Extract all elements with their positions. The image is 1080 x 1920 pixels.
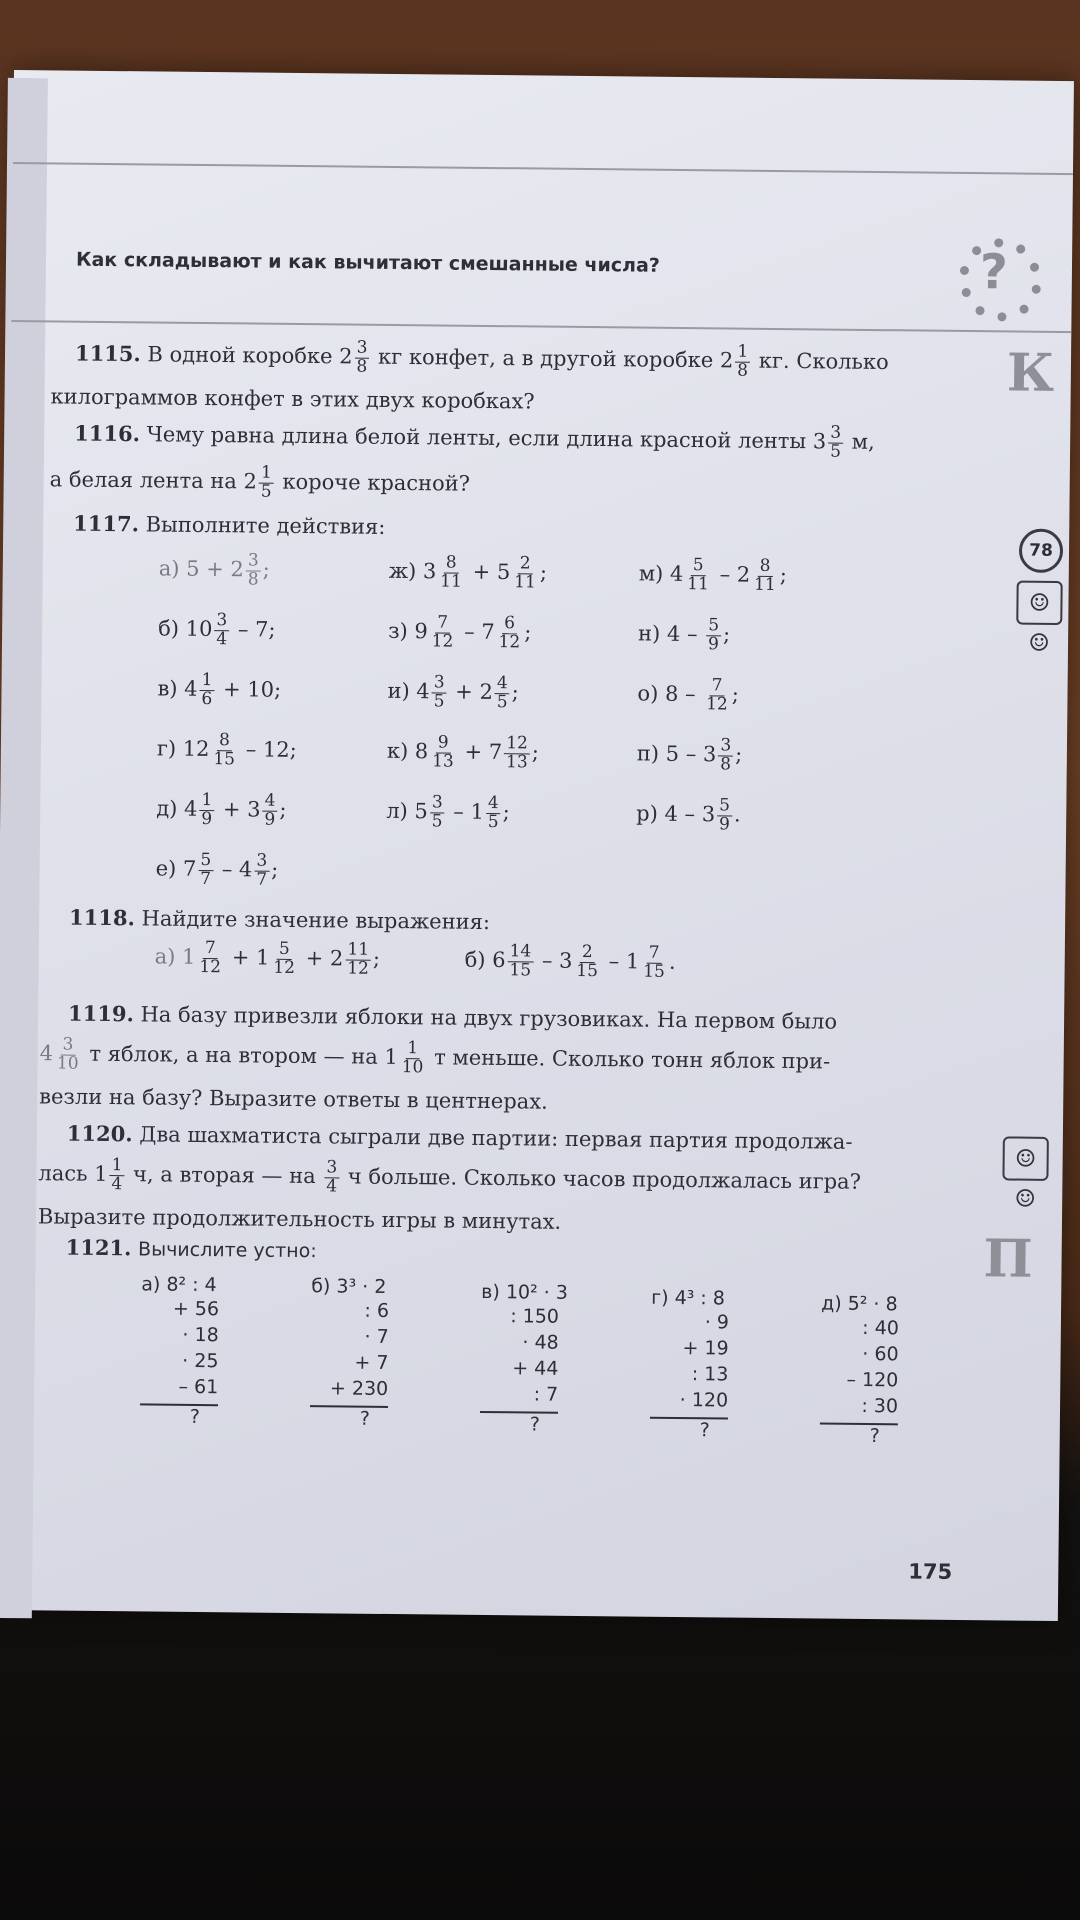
ex-k: к) 8 $\frac{9}{13}$ + 7 $\frac{12}{13}$ ;	[386, 732, 540, 773]
oral-chain-step: · 25	[182, 1349, 219, 1373]
oral-chain-step: – 61	[178, 1375, 219, 1399]
problem-1120-line3: Выразите продолжительность игры в минутах.	[37, 1204, 562, 1234]
oral-chain-3	[650, 1287, 730, 1442]
ex-i: и) 4 $\frac{3}{5}$ + 2 $\frac{4}{5}$ ;	[387, 672, 519, 713]
ex-z: з) 9 $\frac{7}{12}$ – 7 $\frac{6}{12}$ ;	[388, 612, 532, 653]
section-title: Как складывают и как вычитают смешанные числа?	[75, 248, 660, 277]
ex-g: г) 12 $\frac{8}{15}$ – 12;	[156, 730, 297, 770]
oral-chain-step: · 9	[704, 1311, 730, 1334]
ex-r: р) 4 – 3 $\frac{5}{9}$ .	[636, 795, 741, 835]
problem-1116-line1: 1116. Чему равна длина белой ленты, если длина красной ленты 3 $\frac{3}{5}$ м,	[74, 420, 875, 462]
ex-b: б) 10 $\frac{3}{4}$ – 7;	[158, 610, 276, 650]
oral-chain-result: ?	[529, 1413, 540, 1436]
problem-1119-line1: 1119. На базу привезли яблоки на двух грузовиках. На первом было	[67, 1000, 838, 1034]
ex-n: н) 4 – $\frac{5}{9}$ ;	[638, 615, 731, 655]
oral-chain-step: – 120	[846, 1368, 899, 1392]
ex-l: л) 5 $\frac{3}{5}$ – 1 $\frac{4}{5}$ ;	[386, 792, 510, 832]
oral-chain-step: · 120	[679, 1389, 729, 1412]
ex-zh: ж) 3 $\frac{8}{11}$ + 5 $\frac{2}{11}$ ;	[388, 552, 548, 593]
oral-chain-step: + 56	[172, 1297, 220, 1321]
oral-chain-step: + 19	[682, 1337, 729, 1360]
problem-1115-line2: килограммов конфет в этих двух коробках?	[50, 384, 535, 414]
oral-chain-step: · 60	[862, 1342, 899, 1366]
oral-chain-0	[140, 1273, 220, 1428]
lesson-number-badge: 78	[1019, 529, 1063, 573]
ex-1118-a: а) 1 $\frac{7}{12}$ + 1 $\frac{5}{12}$ + 2 $\frac{11}{12}$ ;	[154, 938, 381, 979]
oral-chain-1	[310, 1275, 390, 1430]
oral-chain-step: : 13	[691, 1363, 729, 1386]
oral-chain-start: г) 4³ : 8	[651, 1286, 726, 1310]
pair-work-icon-2: ☺☺	[1002, 1136, 1048, 1180]
pair-work-icon: ☺☺	[1016, 581, 1062, 625]
margin-letter-p: П	[983, 1228, 1034, 1290]
oral-chain-4	[820, 1293, 900, 1448]
oral-chain-step: : 6	[364, 1299, 390, 1322]
problem-1115-line1: 1115. В одной коробке 2 $\frac{3}{8}$ кг конфет, а в другой коробке 2 $\frac{1}{8}$ кг. Сколько	[74, 337, 889, 381]
problem-1116-line2: а белая лента на 2 $\frac{1}{5}$ короче красной?	[49, 462, 471, 502]
oral-chain-result: ?	[189, 1405, 201, 1429]
oral-chain-start: д) 5² · 8	[821, 1292, 898, 1316]
ex-m: м) 4 $\frac{5}{11}$ – 2 $\frac{8}{11}$ ;	[638, 555, 788, 595]
oral-chain-step: + 7	[354, 1351, 389, 1374]
page-edge	[0, 78, 48, 1618]
oral-chain-step: · 48	[522, 1331, 559, 1354]
oral-chain-result: ?	[359, 1407, 371, 1430]
problem-1119-line2: 4 $\frac{3}{10}$ т яблок, а на втором — на 1 $\frac{1}{10}$ т меньше. Сколько тонн яблок при-	[39, 1034, 831, 1078]
oral-chain-step: · 18	[182, 1323, 219, 1347]
oral-chain-step: : 40	[862, 1316, 899, 1340]
oral-chain-step: : 30	[861, 1394, 899, 1418]
ex-a: а) 5 + 2 $\frac{3}{8}$ ;	[158, 550, 270, 590]
oral-chain-result: ?	[699, 1419, 710, 1442]
oral-chain-step: : 150	[510, 1305, 560, 1328]
problem-1121-title: 1121. Вычислите устно:	[65, 1234, 317, 1263]
ex-p: п) 5 – 3 $\frac{3}{8}$ ;	[636, 735, 743, 775]
question-mark-icon: ?	[957, 238, 1038, 319]
oral-chain-start: а) 8² : 4	[141, 1273, 217, 1297]
textbook-page	[0, 70, 1074, 1621]
oral-chain-start: в) 10² · 3	[481, 1280, 569, 1304]
margin-letter-k: К	[1006, 342, 1055, 404]
header-rule-bottom	[11, 320, 1071, 333]
oral-chain-step: : 7	[533, 1383, 559, 1406]
oral-chain-result: ?	[869, 1425, 880, 1448]
ex-v: в) 4 $\frac{1}{6}$ + 10;	[157, 669, 282, 709]
problem-1120-line2: лась 1 $\frac{1}{4}$ ч, а вторая — на $\frac{3}{4}$ ч больше. Сколько часов продолжалась игра?	[38, 1155, 862, 1197]
problem-1120-line1: 1120. Два шахматиста сыграли две партии: первая партия продолжа-	[66, 1120, 853, 1154]
oral-chain-2	[480, 1280, 569, 1436]
problem-1117-title: 1117. Выполните действия:	[73, 510, 386, 539]
ex-1118-b: б) 6 $\frac{14}{15}$ – 3 $\frac{2}{15}$ – 1 $\frac{7}{15}$ .	[464, 941, 676, 982]
ex-o: о) 8 – $\frac{7}{12}$ ;	[637, 675, 740, 715]
oral-chain-step: + 44	[512, 1357, 559, 1380]
oral-chain-start: б) 3³ · 2	[311, 1275, 387, 1298]
problem-1119-line3: везли на базу? Выразите ответы в центнерах.	[39, 1084, 548, 1114]
problem-1118-title: 1118. Найдите значение выражения:	[69, 904, 491, 935]
oral-chain-step: + 230	[329, 1377, 389, 1400]
ex-d: д) 4 $\frac{1}{9}$ + 3 $\frac{4}{9}$ ;	[156, 790, 287, 830]
header-rule-top	[13, 162, 1073, 175]
page-number: 175	[908, 1559, 953, 1584]
oral-chain-step: · 7	[364, 1325, 389, 1348]
ex-e: е) 7 $\frac{5}{7}$ – 4 $\frac{3}{7}$ ;	[155, 849, 279, 890]
